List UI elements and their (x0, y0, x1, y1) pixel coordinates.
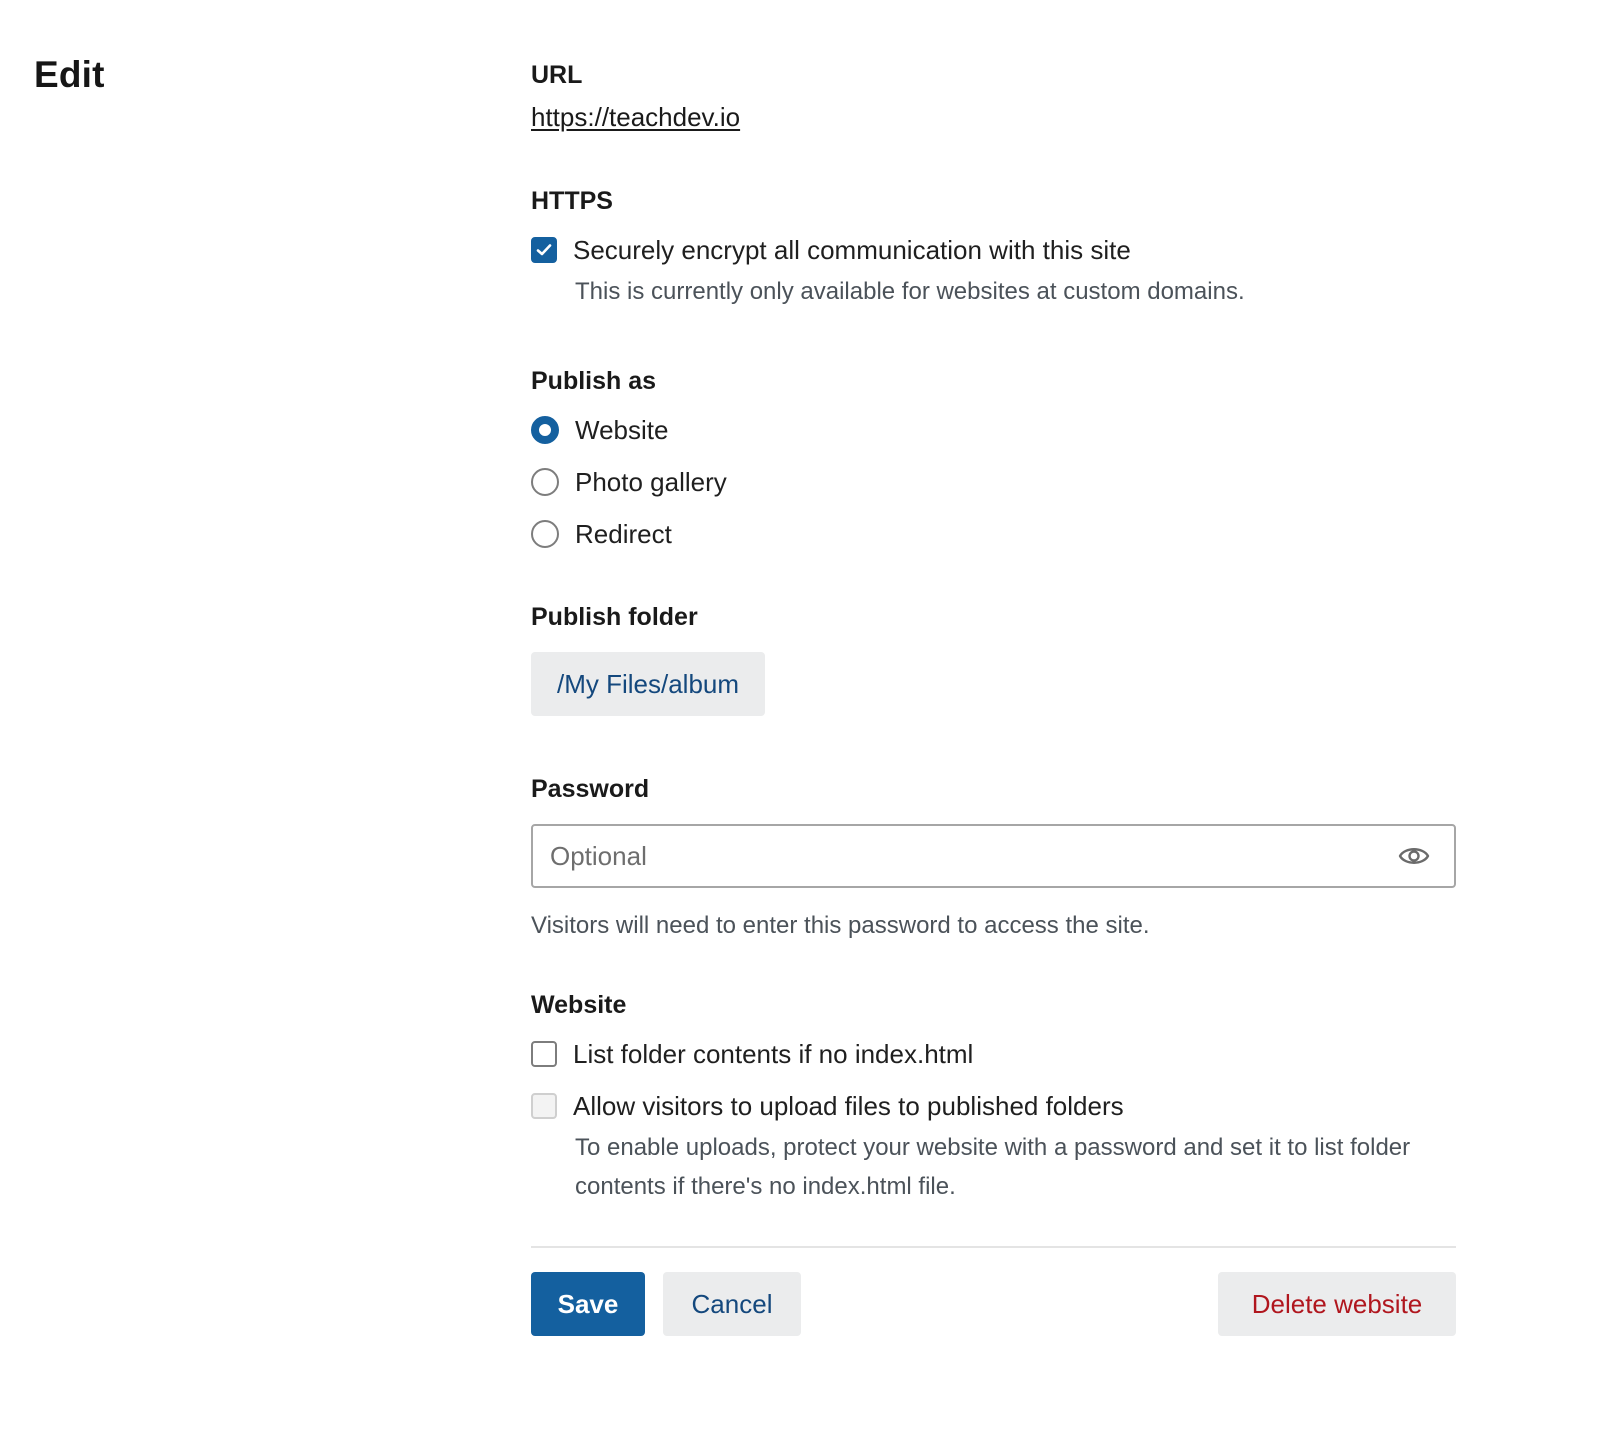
radio-option-photo-gallery[interactable] (531, 464, 1456, 500)
publish-folder-button[interactable]: /My Files/album (531, 652, 765, 716)
show-password-button[interactable] (1398, 841, 1430, 871)
allow-uploads-label: Allow visitors to upload files to published folders (573, 1091, 1124, 1121)
form-actions (531, 1272, 1456, 1338)
radio-website[interactable] (531, 416, 559, 444)
password-label: Password (531, 775, 650, 803)
delete-website-button[interactable]: Delete website (1218, 1272, 1456, 1336)
site-url-link[interactable]: https://teachdev.io (531, 102, 741, 132)
password-input[interactable] (533, 826, 1370, 886)
website-section (531, 988, 1456, 1246)
allow-uploads-option[interactable] (531, 1088, 1456, 1124)
actions-divider (531, 1246, 1456, 1248)
password-helper-text: Visitors will need to enter this password to access the site. (531, 912, 1150, 939)
radio-option-redirect[interactable] (531, 516, 1456, 552)
https-option-label: Securely encrypt all communication with this site (573, 235, 1131, 265)
radio-label-website: Website (575, 415, 669, 445)
https-checkbox[interactable] (531, 237, 557, 263)
https-option[interactable] (531, 232, 1456, 268)
publish-as-section (531, 364, 1456, 600)
edit-form (531, 58, 1456, 1338)
eye-icon (1398, 841, 1430, 871)
radio-photo-gallery[interactable] (531, 468, 559, 496)
publish-folder-label: Publish folder (531, 603, 698, 631)
url-section (531, 58, 1456, 184)
list-folder-checkbox[interactable] (531, 1041, 557, 1067)
publish-folder-section (531, 600, 1456, 772)
https-helper-text: This is currently only available for websites at custom domains. (575, 278, 1245, 305)
save-button[interactable]: Save (531, 1272, 645, 1336)
uploads-helper-text: To enable uploads, protect your website with a password and set it to list folder contents if there's no index.html file. (575, 1134, 1411, 1200)
website-label: Website (531, 991, 627, 1019)
radio-redirect[interactable] (531, 520, 559, 548)
list-folder-label: List folder contents if no index.html (573, 1039, 974, 1069)
password-field (531, 824, 1456, 888)
publish-as-label: Publish as (531, 367, 657, 395)
password-section (531, 772, 1456, 988)
url-label: URL (531, 61, 583, 89)
allow-uploads-checkbox[interactable] (531, 1093, 557, 1119)
list-folder-option[interactable] (531, 1036, 1456, 1072)
radio-label-redirect: Redirect (575, 519, 672, 549)
radio-label-photo-gallery: Photo gallery (575, 467, 727, 497)
check-icon (536, 243, 552, 257)
https-label: HTTPS (531, 187, 613, 215)
page-title: Edit (34, 54, 105, 95)
radio-option-website[interactable] (531, 412, 1456, 448)
cancel-button[interactable]: Cancel (663, 1272, 801, 1336)
https-section (531, 184, 1456, 364)
